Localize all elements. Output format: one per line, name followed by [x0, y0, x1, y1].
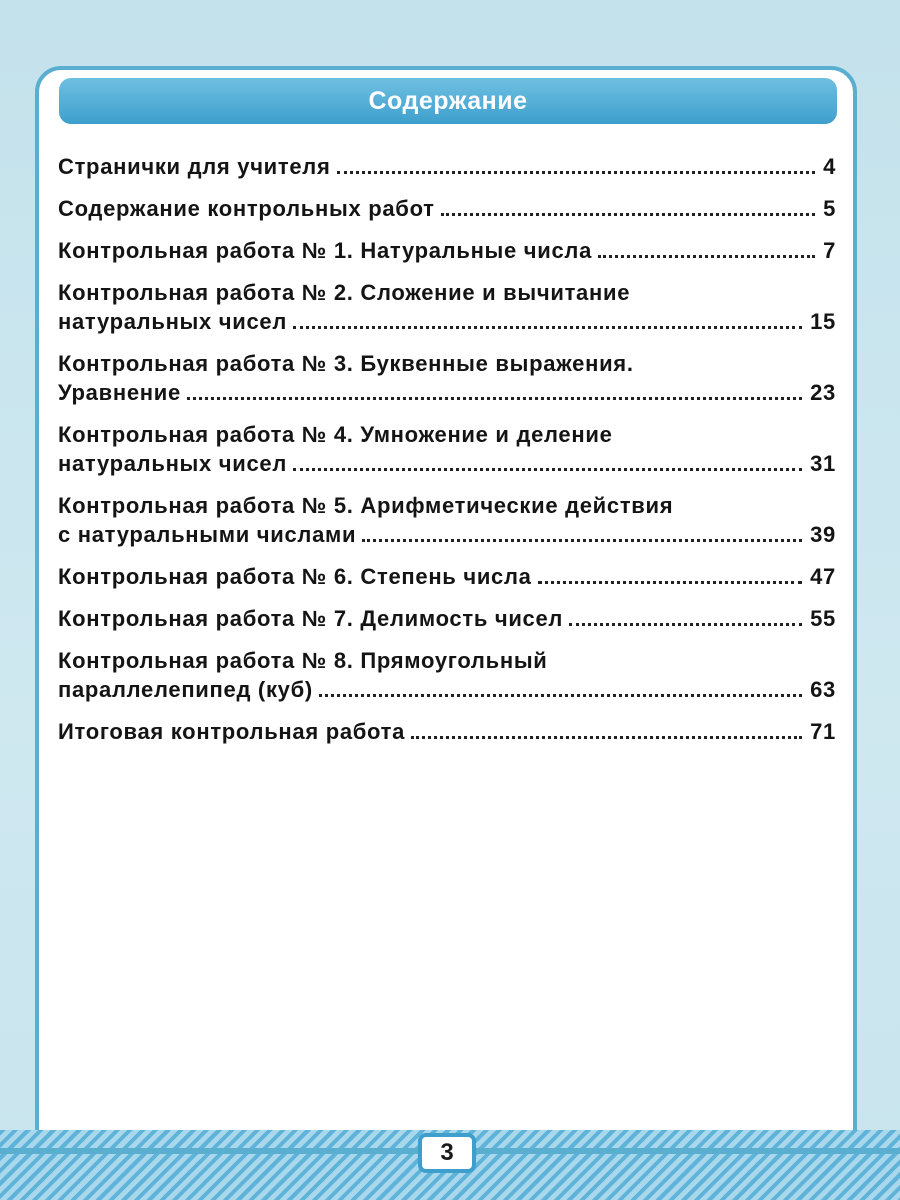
toc-entry-title: натуральных чисел [58, 309, 288, 334]
toc-leader-dots [293, 468, 802, 471]
toc-page-number: 7 [823, 238, 836, 263]
toc-entry-title: Итоговая контрольная работа [58, 719, 406, 744]
toc-line [58, 449, 836, 478]
toc-leader-dots [569, 623, 802, 626]
toc-entry-title: с натуральными числами [58, 522, 357, 547]
toc-entry-title: Странички для учителя [58, 154, 331, 179]
toc-line [58, 194, 836, 223]
toc-entry-title: Контрольная работа № 1. Натуральные числа [58, 238, 593, 263]
toc-entry[interactable] [58, 349, 836, 407]
toc-entry-title: Контрольная работа № 2. Сложение и вычитание [58, 280, 631, 305]
table-of-contents [58, 152, 836, 759]
toc-entry[interactable] [58, 420, 836, 478]
page-number: 3 [418, 1133, 476, 1173]
toc-leader-dots [538, 581, 803, 584]
toc-entry-title: параллелепипед (куб) [58, 677, 313, 702]
title-banner [59, 78, 837, 124]
toc-page-number: 15 [810, 309, 836, 334]
toc-leader-dots [411, 736, 802, 739]
toc-line [58, 152, 836, 181]
toc-line [58, 236, 836, 265]
toc-leader-dots [187, 397, 802, 400]
toc-line [58, 646, 836, 675]
toc-page-number: 23 [810, 380, 836, 405]
toc-entry-title: Содержание контрольных работ [58, 196, 435, 221]
toc-line [58, 420, 836, 449]
toc-line [58, 491, 836, 520]
toc-page-number: 4 [823, 154, 836, 179]
toc-page-number: 39 [810, 522, 836, 547]
toc-entry-title: Контрольная работа № 7. Делимость чисел [58, 606, 564, 631]
toc-line [58, 520, 836, 549]
toc-leader-dots [293, 326, 802, 329]
toc-entry[interactable] [58, 491, 836, 549]
toc-entry-title: Контрольная работа № 5. Арифметические действия [58, 493, 674, 518]
toc-leader-dots [319, 694, 802, 697]
toc-entry-title: Уравнение [58, 380, 181, 405]
toc-page-number: 63 [810, 677, 836, 702]
toc-line [58, 307, 836, 336]
toc-line [58, 349, 836, 378]
toc-line [58, 378, 836, 407]
toc-page-number: 55 [810, 606, 836, 631]
toc-line [58, 562, 836, 591]
toc-entry-title: Контрольная работа № 6. Степень числа [58, 564, 532, 589]
toc-leader-dots [441, 213, 815, 216]
toc-entry-title: Контрольная работа № 8. Прямоугольный [58, 648, 548, 673]
toc-entry[interactable] [58, 604, 836, 633]
toc-page-number: 47 [810, 564, 836, 589]
toc-entry[interactable] [58, 152, 836, 181]
toc-entry-title: Контрольная работа № 3. Буквенные выражения. [58, 351, 634, 376]
toc-leader-dots [362, 539, 802, 542]
toc-entry[interactable] [58, 278, 836, 336]
toc-line [58, 717, 836, 746]
toc-page-number: 71 [810, 719, 836, 744]
toc-entry-title: натуральных чисел [58, 451, 288, 476]
toc-line [58, 675, 836, 704]
toc-leader-dots [337, 171, 816, 174]
toc-entry[interactable] [58, 562, 836, 591]
toc-leader-dots [598, 255, 815, 258]
toc-entry[interactable] [58, 236, 836, 265]
toc-page-number: 31 [810, 451, 836, 476]
toc-page-number: 5 [823, 196, 836, 221]
toc-entry-title: Контрольная работа № 4. Умножение и деление [58, 422, 613, 447]
toc-line [58, 604, 836, 633]
toc-entry[interactable] [58, 646, 836, 704]
page-title: Содержание [368, 86, 528, 115]
toc-entry[interactable] [58, 194, 836, 223]
toc-line [58, 278, 836, 307]
toc-entry[interactable] [58, 717, 836, 746]
